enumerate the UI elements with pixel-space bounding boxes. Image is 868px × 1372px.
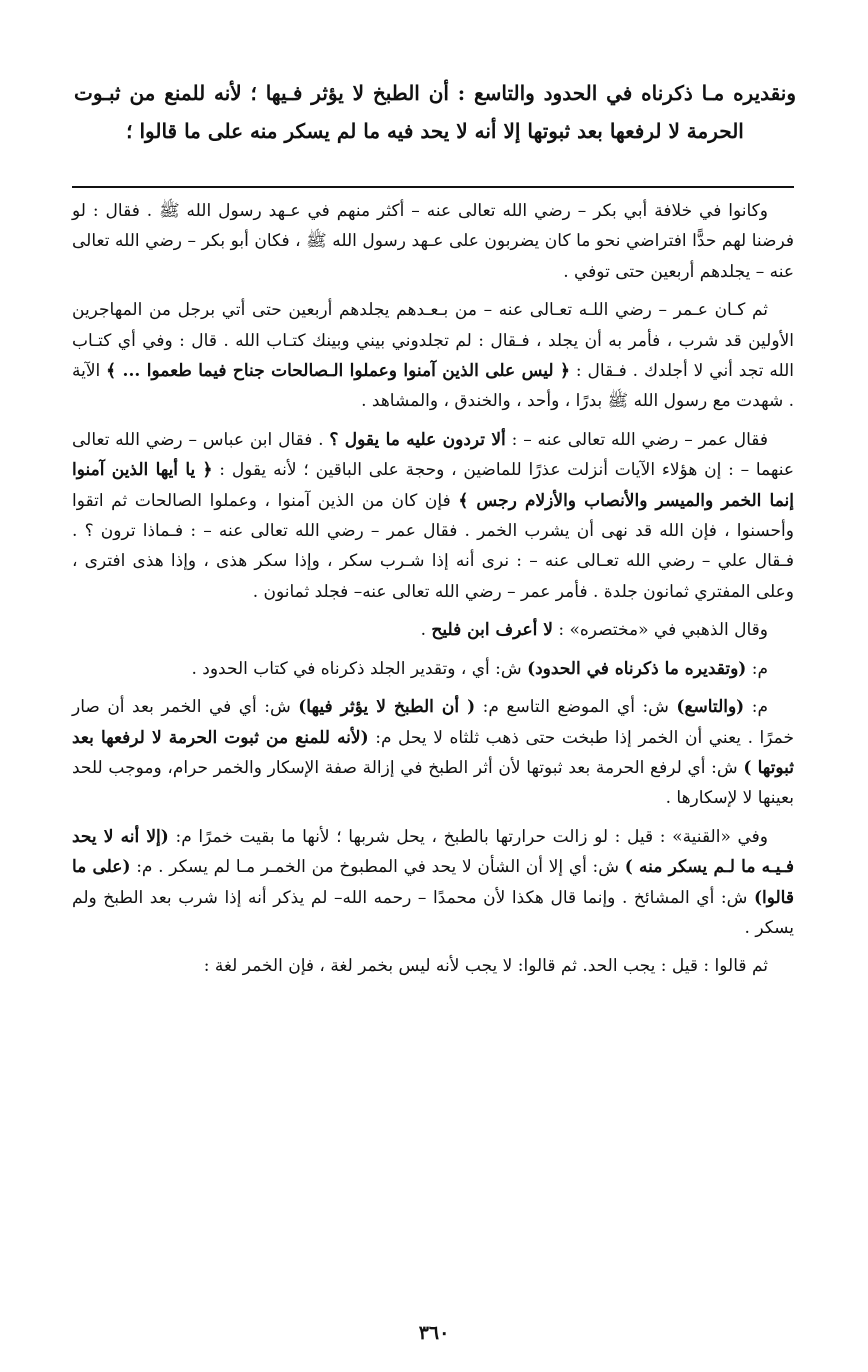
text-segment: وقال الذهبي في «مختصره» : [552, 620, 768, 641]
text-segment: ش: أي لرفع الحرمة بعد ثبوتها لأن أثر الطبخ في إزالة صفة الإسكار والخمر حرام، وموجب للحد بعينها لا لإسكارها . [72, 757, 794, 809]
text-segment: ش: أي إلا أن الشأن لا يحد في المطبوخ من الخمـر مـا لم يسكر . م: [130, 857, 625, 878]
text-segment: ش: أي ، وتقدير الجلد ذكرناه في كتاب الحدود . [191, 658, 528, 679]
bold-quote-segment: ﴿ يا أيها الذين آمنوا إنما الخمر والميسر والأنصاب والأزلام رجس ﴾ [72, 460, 794, 511]
bold-quote-segment: (لأنه للمنع من ثبوت الحرمة لا لرفعها بعد ثبوتها ) [72, 727, 794, 778]
text-segment: ثم قالوا : قيل : يجب الحد. ثم قالوا: لا يجب لأنه ليس بخمر لغة ، فإن الخمر لغة : [203, 956, 768, 977]
commentary-paragraph [72, 654, 794, 684]
commentary-paragraph [72, 822, 794, 944]
text-segment: فقال عمر – رضي الله تعالى عنه – : [505, 429, 768, 450]
commentary-paragraph [72, 692, 794, 814]
bold-quote-segment: (على ما قالوا) [72, 857, 794, 908]
text-segment: ثم كـان عـمر – رضي اللـه تعـالى عنه – من بـعـدهم يجلدهم أربعين حتى أتي برجل من المهاجرين الأولين قد شرب ، فأمر به أن يجلد ، فـقال : لم تجلدوني بيني وبينك كتـاب الله . قال : وفي أي كتـاب الله تجد أني لا أجلدك . فـقال : [72, 300, 794, 382]
text-segment: وفي «القنية» : قيل : لو زالت حرارتها بالطبخ ، يحل شربها ؛ لأنها ما بقيت خمرًا م: [168, 826, 768, 847]
bold-quote-segment: (وتقديره ما ذكرناه في الحدود) [527, 658, 747, 679]
bold-quote-segment: ألا تردون عليه ما يقول ؟ [329, 429, 506, 450]
page-number: ٣٦٠ [418, 1322, 450, 1344]
text-segment: ش: أي المشائخ . وإنما قال هكذا لأن محمدًا – رحمه الله– لم يذكر أنه إذا شرب بعد الطبخ ولم يسكر . [72, 887, 794, 938]
commentary-paragraph [72, 425, 794, 607]
text-segment: م: [746, 658, 768, 679]
text-segment: . [420, 620, 432, 641]
bold-quote-segment: لا أعرف ابن فليح [431, 620, 553, 641]
text-segment: ش: أي في الخمر بعد أن صار خمرًا . يعني أن الخمر إذا طبخت حتى ذهب ثلثاه لا يحل م: [72, 697, 794, 748]
bold-quote-segment: ( أن الطبخ لا يؤثر فيها) [298, 697, 476, 718]
bold-quote-segment: (إلا أنه لا يحد فـيـه ما لـم يسكر منه ) [72, 826, 795, 878]
matn-text: ونقديره مـا ذكرناه في الحدود والتاسع : أن الطبخ لا يؤثر فـيها ؛ لأنه للمنع من ثبـوت الحرمة لا لرفعها بعد ثبوتها إلا أنه لا يحد فيه ما لم يسكر منه على ما قالوا ؛ [74, 81, 796, 143]
text-segment: ش: أي الموضع التاسع م: [475, 697, 677, 718]
commentary-paragraph [72, 615, 794, 645]
commentary-body [72, 196, 794, 990]
commentary-paragraph [72, 951, 794, 981]
text-segment: م: [744, 697, 768, 718]
separator-rule [72, 186, 794, 188]
commentary-paragraph [72, 295, 794, 417]
text-segment: الآية . شهدت مع رسول الله ﷺ بدرًا ، وأحد ، والخندق ، والمشاهد . [72, 361, 794, 412]
text-segment: . فقال ابن عباس – رضي الله تعالى عنهما – : إن هؤلاء الآيات أنزلت عذرًا للماضين ، وحجة على الباقين ؛ لأنه يقول : [72, 429, 794, 481]
bold-quote-segment: ﴿ ليس على الذين آمنوا وعملوا الـصالحات جناح فيما طعموا ... ﴾ [106, 361, 570, 382]
bold-quote-segment: (والتاسع) [676, 697, 745, 718]
text-segment: فإن كان من الذين آمنوا ، وعملوا الصالحات ثم اتقوا وأحسنوا ، فإن الله قد نهى أن يشرب الخمر . فقال عمر – رضي الله تعالى عنه – : فـماذا ترون ؟ . فـقال علي – رضي الله تعـالى عنه – : نرى أنه إذا شـرب سكر ، وإذا سكر هذى ، وإذا هذى افترى ، وعلى المفتري ثمانون جلدة . فأمر عمر – رضي الله تعالى عنه– فجلد ثمانون . [72, 490, 794, 602]
commentary-paragraph [72, 196, 794, 287]
text-segment: وكانوا في خلافة أبي بكر – رضي الله تعالى عنه – أكثر منهم في عـهد رسول الله ﷺ . فقال : لو فرضنا لهم حدًّا افتراضي نحو ما كان يضربون على عـهد رسول الله ﷺ ، فكان أبو بكر – رضي الله تعالى عنه – يجلدهم أربعين حتى توفي . [72, 201, 794, 282]
